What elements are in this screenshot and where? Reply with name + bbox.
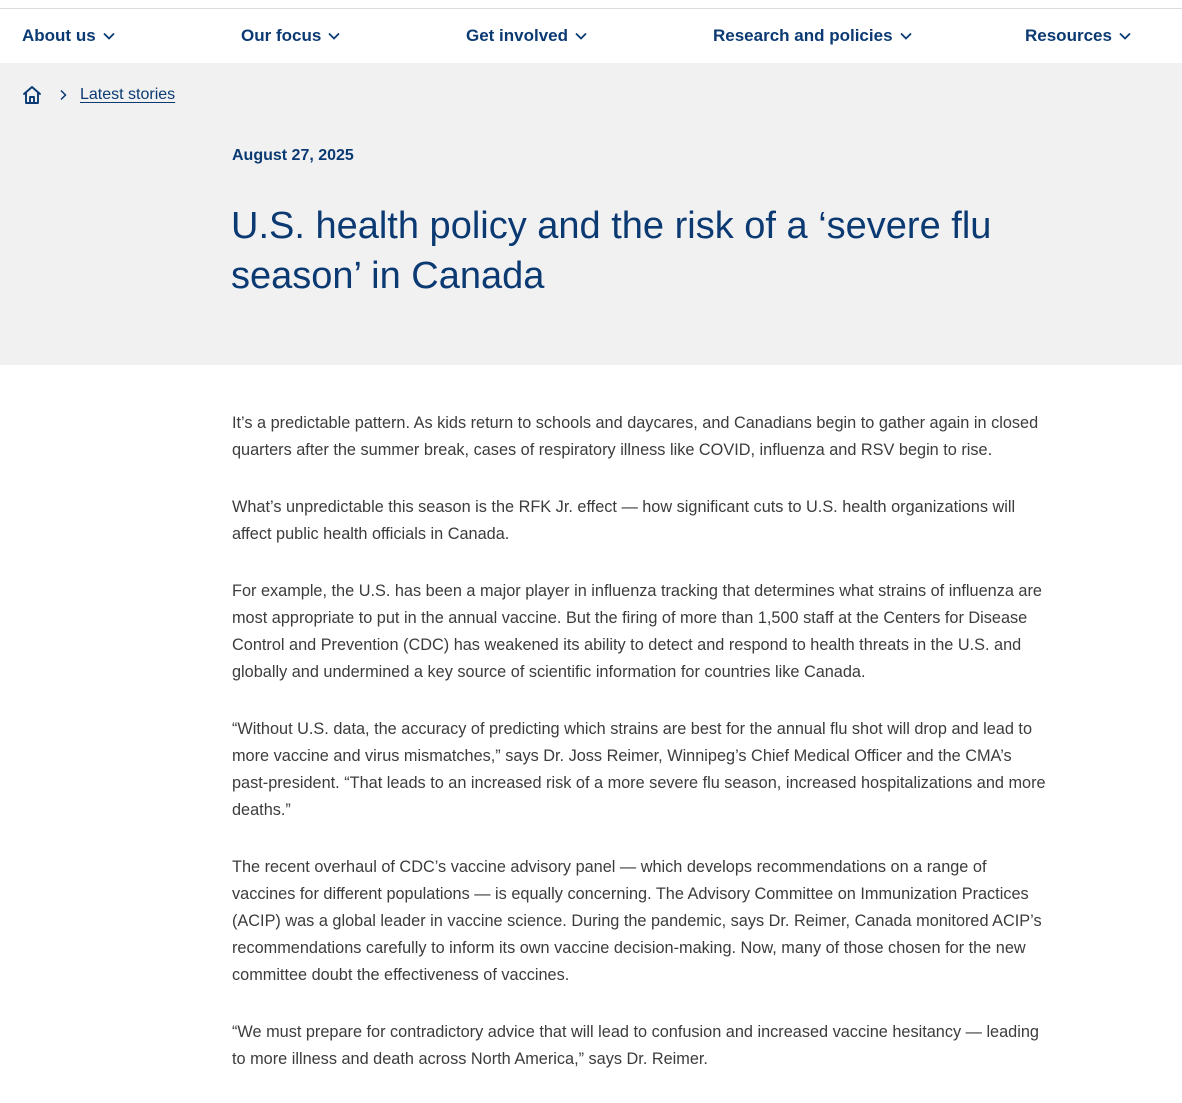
chevron-down-icon	[327, 29, 341, 43]
main-nav	[0, 9, 1182, 62]
article-title	[231, 201, 1051, 301]
nav-about-us[interactable]	[22, 9, 116, 62]
article-paragraph: “We must prepare for contradictory advice that will lead to confusion and increased vaccine hesitancy — leading to more illness and death across North America,” says Dr. Reimer.	[232, 1023, 1039, 1068]
article-title-line-1: U.S. health policy and the risk of a ‘severe flu	[231, 205, 992, 247]
breadcrumb	[21, 83, 175, 107]
article-paragraph: It’s a predictable pattern. As kids return to schools and daycares, and Canadians begin to gather again in closed quarters after the summer break, cases of respiratory illness like COVID, influenza and RSV begin to rise.	[232, 414, 1039, 459]
article-paragraph: The recent overhaul of CDC’s vaccine advisory panel — which develops recommendations on a range of vaccines for different populations — is equally concerning. The Advisory Committee on Immunization Practices (ACIP) was a global leader in vaccine science. During the pandemic, says Dr. Reimer, Canada monitored ACIP’s recommendations carefully to inform its own vaccine decision-making. Now, many of those chosen for the new committee doubt the effectiveness of vaccines.	[232, 858, 1042, 984]
breadcrumb-latest-stories[interactable]: Latest stories	[80, 86, 176, 103]
nav-research-and-policies-label: Research and policies	[713, 25, 893, 45]
chevron-down-icon	[1118, 29, 1132, 43]
nav-about-us-label: About us	[22, 25, 96, 45]
nav-our-focus[interactable]	[241, 9, 341, 62]
article-header	[0, 63, 1182, 365]
nav-resources[interactable]	[1025, 9, 1132, 62]
chevron-down-icon	[574, 29, 588, 43]
nav-get-involved[interactable]	[466, 9, 588, 62]
nav-get-involved-label: Get involved	[466, 25, 569, 45]
article-title-line-2: season’ in Canada	[231, 255, 545, 297]
chevron-down-icon	[102, 29, 116, 43]
article-paragraph: What’s unpredictable this season is the RFK Jr. effect — how significant cuts to U.S. health organizations will affect public health officials in Canada.	[232, 498, 1016, 543]
home-icon[interactable]	[21, 84, 43, 106]
chevron-down-icon	[899, 29, 913, 43]
top-border	[0, 0, 1182, 9]
article-body	[232, 410, 1047, 1103]
chevron-right-icon	[57, 89, 69, 101]
article-paragraph: “Without U.S. data, the accuracy of predicting which strains are best for the annual flu shot will drop and lead to more vaccine and virus mismatches,” says Dr. Joss Reimer, Winnipeg’s Chief Medical Officer and the CMA’s past-president. “That leads to an increased risk of a more severe flu season, increased hospitalizations and more deaths.”	[232, 720, 1046, 819]
article-date: August 27, 2025	[232, 147, 354, 164]
nav-resources-label: Resources	[1025, 25, 1112, 45]
article-paragraph: For example, the U.S. has been a major player in influenza tracking that determines what strains of influenza are most appropriate to put in the annual vaccine. But the firing of more than 1,500 staff at the Centers for Disease Control and Prevention (CDC) has weakened its ability to detect and respond to health threats in the U.S. and globally and undermined a key source of scientific information for countries like Canada.	[232, 582, 1042, 681]
nav-research-and-policies[interactable]	[713, 9, 913, 62]
nav-our-focus-label: Our focus	[241, 25, 322, 45]
